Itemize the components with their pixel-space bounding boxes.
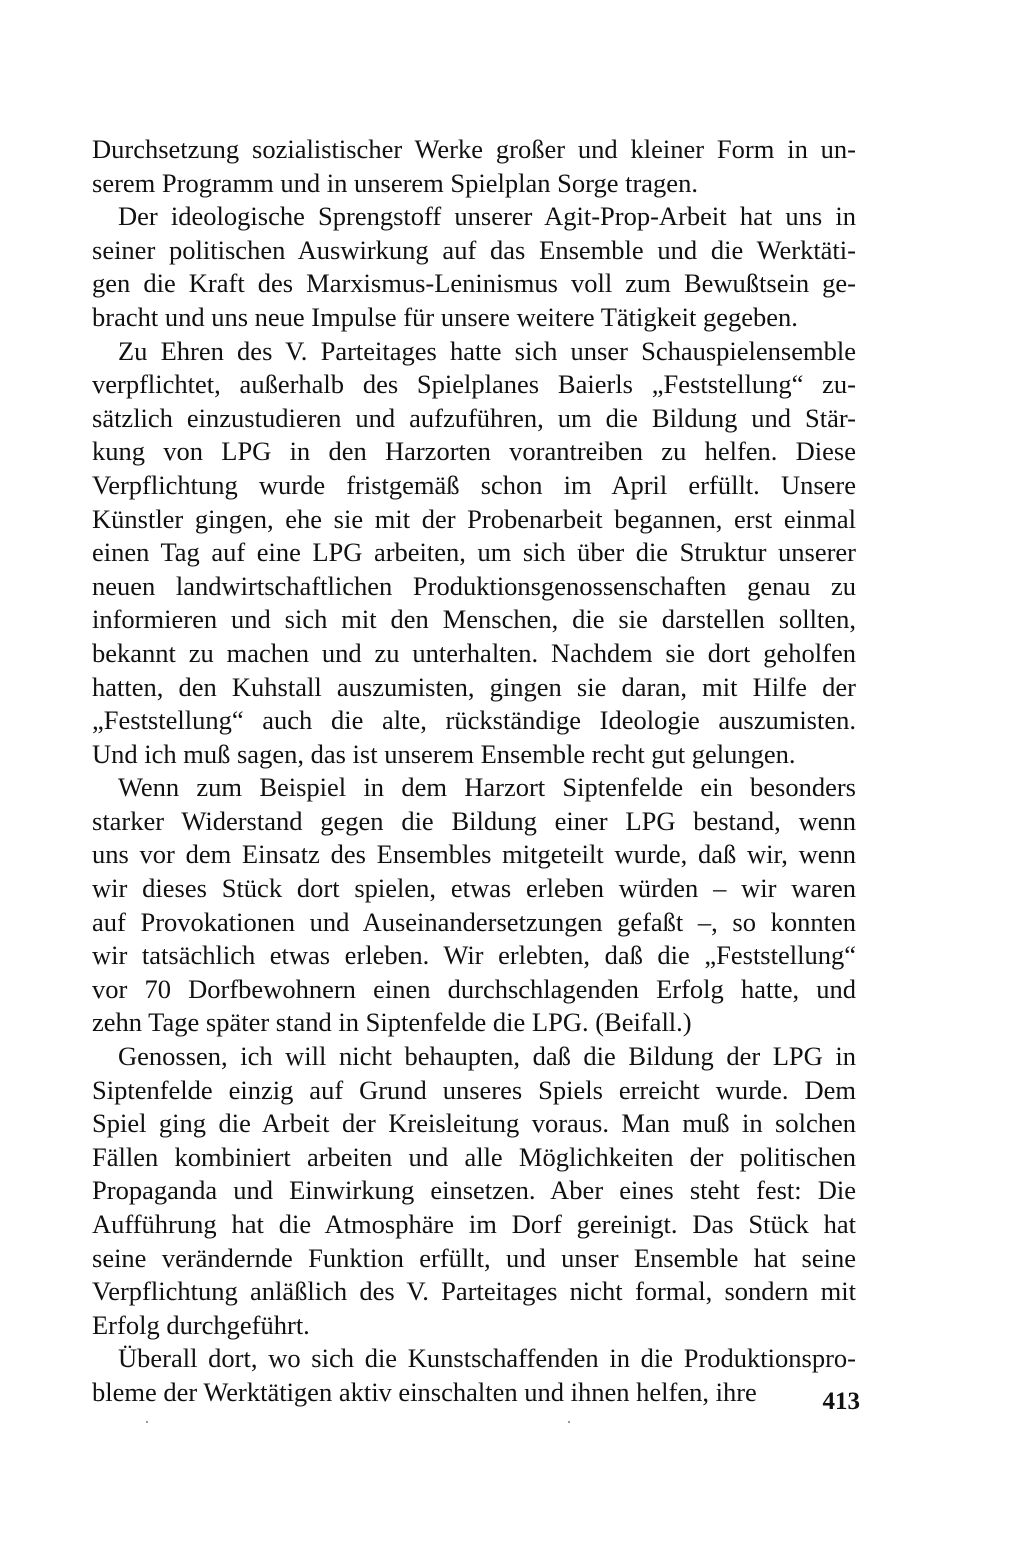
text-line: Wenn zum Beispiel in dem Harzort Siptenfelde ein besonders (118, 772, 856, 803)
text-line: auf Provokationen und Auseinandersetzungen gefaßt –, so konnten (92, 906, 856, 937)
text-line: Verpflichtung anläßlich des V. Parteitages nicht formal, sondern mit (92, 1276, 856, 1307)
text-line: bracht und uns neue Impulse für unsere weitere Tätigkeit gegeben. (92, 301, 798, 332)
text-line: wir dieses Stück dort spielen, etwas erleben würden – wir waren (92, 873, 856, 904)
text-line: Künstler gingen, ehe sie mit der Probenarbeit begannen, erst einmal (92, 503, 856, 534)
text-line: bleme der Werktätigen aktiv einschalten und ihnen helfen, ihre (92, 1376, 757, 1407)
text-line: starker Widerstand gegen die Bildung einer LPG bestand, wenn (92, 805, 856, 836)
paragraph (92, 1040, 856, 1342)
print-speck (146, 1421, 148, 1423)
text-line: Überall dort, wo sich die Kunstschaffenden in die Produktionspro- (118, 1343, 856, 1374)
text-line: Siptenfelde einzig auf Grund unseres Spiels erreicht wurde. Dem (92, 1074, 856, 1105)
text-line: Spiel ging die Arbeit der Kreisleitung voraus. Man muß in solchen (92, 1108, 856, 1139)
text-line: einen Tag auf eine LPG arbeiten, um sich über die Struktur unserer (92, 537, 856, 568)
text-line: informieren und sich mit den Menschen, die sie darstellen sollten, (92, 604, 856, 635)
text-line: Zu Ehren des V. Parteitages hatte sich unser Schauspielensemble (118, 335, 856, 366)
text-line: „Feststellung“ auch die alte, rückständige Ideologie auszumisten. (92, 705, 856, 736)
text-line: neuen landwirtschaftlichen Produktionsgenossenschaften genau zu (92, 570, 856, 601)
paragraph (92, 200, 856, 334)
paragraph (92, 133, 856, 200)
text-line: bekannt zu machen und zu unterhalten. Nachdem sie dort geholfen (92, 637, 856, 668)
text-line: Und ich muß sagen, das ist unserem Ensemble recht gut gelungen. (92, 738, 796, 769)
text-line: Genossen, ich will nicht behaupten, daß die Bildung der LPG in (118, 1041, 856, 1072)
text-line: Durchsetzung sozialistischer Werke großer und kleiner Form in un- (92, 134, 856, 164)
text-line: hatten, den Kuhstall auszumisten, gingen sie daran, mit Hilfe der (92, 671, 856, 702)
text-line: gen die Kraft des Marxismus-Leninismus voll zum Bewußtsein ge- (92, 268, 856, 299)
text-line: seiner politischen Auswirkung auf das Ensemble und die Werktäti- (92, 234, 856, 265)
paragraph (92, 1342, 856, 1409)
paragraph (92, 335, 856, 772)
text-line: uns vor dem Einsatz des Ensembles mitgeteilt wurde, daß wir, wenn (92, 839, 856, 870)
text-line: Der ideologische Sprengstoff unserer Agit-Prop-Arbeit hat uns in (118, 201, 856, 232)
text-line: Verpflichtung wurde fristgemäß schon im April erfüllt. Unsere (92, 469, 856, 500)
text-line: Aufführung hat die Atmosphäre im Dorf gereinigt. Das Stück hat (92, 1209, 856, 1239)
text-line: Propaganda und Einwirkung einsetzen. Aber eines steht fest: Die (92, 1175, 856, 1206)
body-text (92, 133, 856, 1410)
text-line: kung von LPG in den Harzorten vorantreiben zu helfen. Diese (92, 436, 856, 467)
text-line: Fällen kombiniert arbeiten und alle Möglichkeiten der politischen (92, 1141, 856, 1172)
print-speck (568, 1421, 570, 1423)
text-line: vor 70 Dorfbewohnern einen durchschlagenden Erfolg hatte, und (92, 973, 856, 1004)
paragraph (92, 771, 856, 1040)
text-line: verpflichtet, außerhalb des Spielplanes Baierls „Feststellung“ zu- (92, 369, 856, 400)
text-line: wir tatsächlich etwas erleben. Wir erlebten, daß die „Feststellung“ (92, 940, 856, 971)
text-line: serem Programm und in unserem Spielplan Sorge tragen. (92, 167, 698, 198)
page-number: 413 (822, 1388, 860, 1415)
text-line: Erfolg durchgeführt. (92, 1309, 310, 1340)
text-line: seine verändernde Funktion erfüllt, und unser Ensemble hat seine (92, 1242, 856, 1273)
text-line: sätzlich einzustudieren und aufzuführen, um die Bildung und Stär- (92, 402, 856, 433)
text-line: zehn Tage später stand in Siptenfelde die LPG. (Beifall.) (92, 1007, 692, 1038)
